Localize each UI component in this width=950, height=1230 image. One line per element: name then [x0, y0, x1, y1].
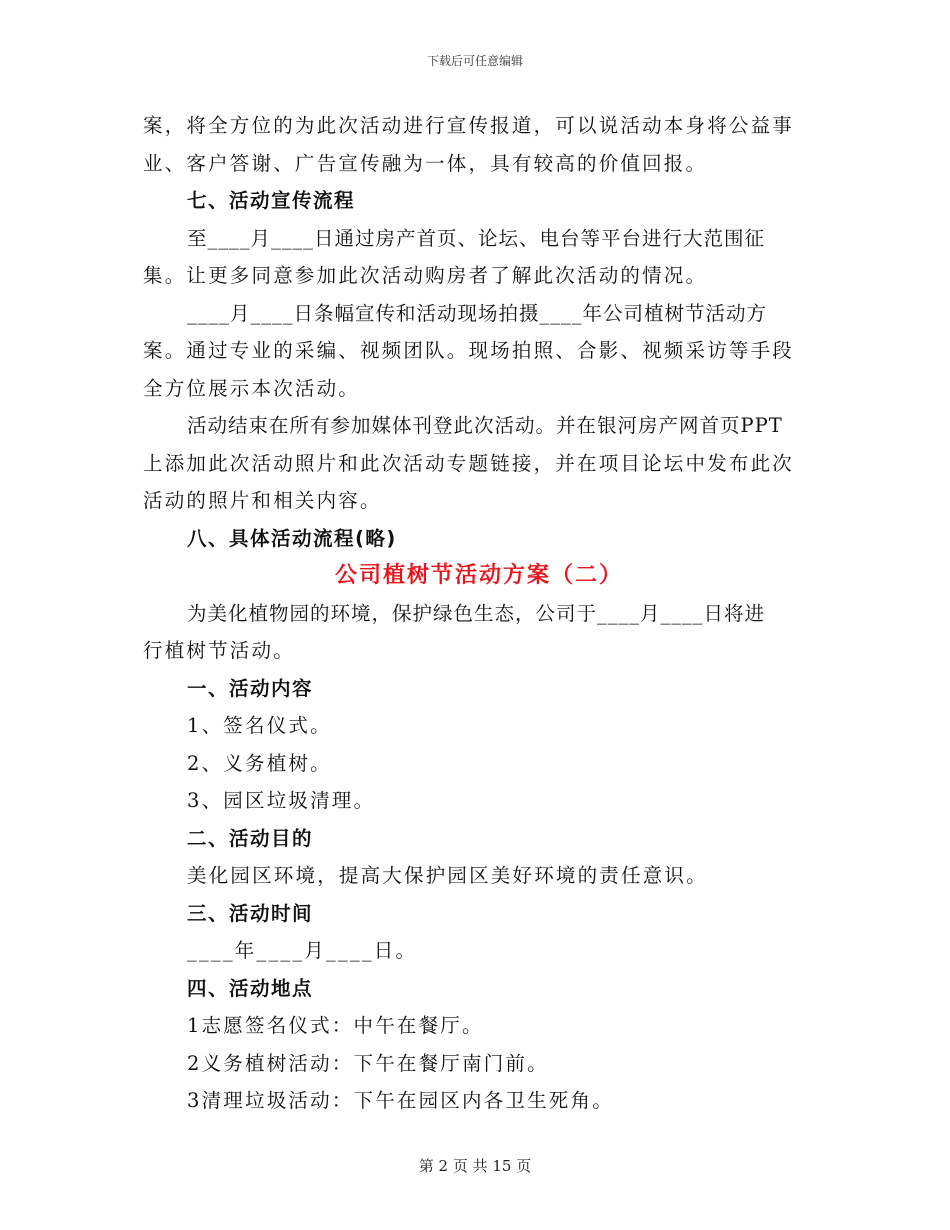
section-heading: 四、活动地点	[187, 976, 314, 1000]
section-heading: 一、活动内容	[187, 676, 314, 700]
list-item: 3清理垃圾活动：下午在园区内各卫生死角。	[187, 1089, 614, 1112]
list-item: 1志愿签名仪式：中午在餐厅。	[187, 1014, 484, 1037]
section-heading: 二、活动目的	[187, 826, 314, 850]
paragraph-line: ____年____月____日。	[187, 939, 418, 962]
list-item: 2、义务植树。	[187, 751, 332, 775]
paragraph-line: 美化园区环境，提高大保护园区美好环境的责任意识。	[187, 864, 708, 887]
list-item: 1、签名仪式。	[187, 714, 332, 737]
section-heading: 八、具体活动流程(略)	[187, 526, 397, 550]
paragraph-line: 行植树节活动。	[143, 639, 295, 662]
section-heading: 三、活动时间	[187, 901, 314, 925]
section-heading: 七、活动宣传流程	[187, 189, 356, 212]
paragraph-line: 案。通过专业的采编、视频团队。现场拍照、合影、视频采访等手段	[143, 339, 795, 362]
paragraph-line: 活动结束在所有参加媒体刊登此次活动。并在银河房产网首页PPT	[187, 414, 783, 437]
paragraph-line: 集。让更多同意参加此次活动购房者了解此次活动的情况。	[143, 264, 708, 287]
paragraph-line: 全方位展示本次活动。	[143, 376, 361, 400]
paragraph-line: 案，将全方位的为此次活动进行宣传报道，可以说活动本身将公益事	[143, 114, 795, 137]
paragraph-line: ____月____日条幅宣传和活动现场拍摄____年公司植树节活动方	[187, 301, 768, 325]
paragraph-line: 活动的照片和相关内容。	[143, 489, 382, 512]
paragraph-line: 业、客户答谢、广告宣传融为一体，具有较高的价值回报。	[143, 151, 708, 175]
list-item: 3、园区垃圾清理。	[187, 789, 376, 812]
paragraph-line: 上添加此次活动照片和此次活动专题链接，并在项目论坛中发布此次	[143, 451, 795, 475]
page-footer: 第 2 页 共 15 页	[418, 1157, 532, 1175]
paragraph-line: 为美化植物园的环境，保护绿色生态，公司于____月____日将进	[187, 601, 766, 625]
document-title: 公司植树节活动方案（二）	[334, 563, 623, 588]
page-header: 下载后可任意编辑	[426, 54, 523, 68]
document-body	[143, 107, 815, 1120]
list-item: 2义务植树活动：下午在餐厅南门前。	[187, 1051, 549, 1075]
paragraph-line: 至____月____日通过房产首页、论坛、电台等平台进行大范围征	[187, 226, 766, 250]
